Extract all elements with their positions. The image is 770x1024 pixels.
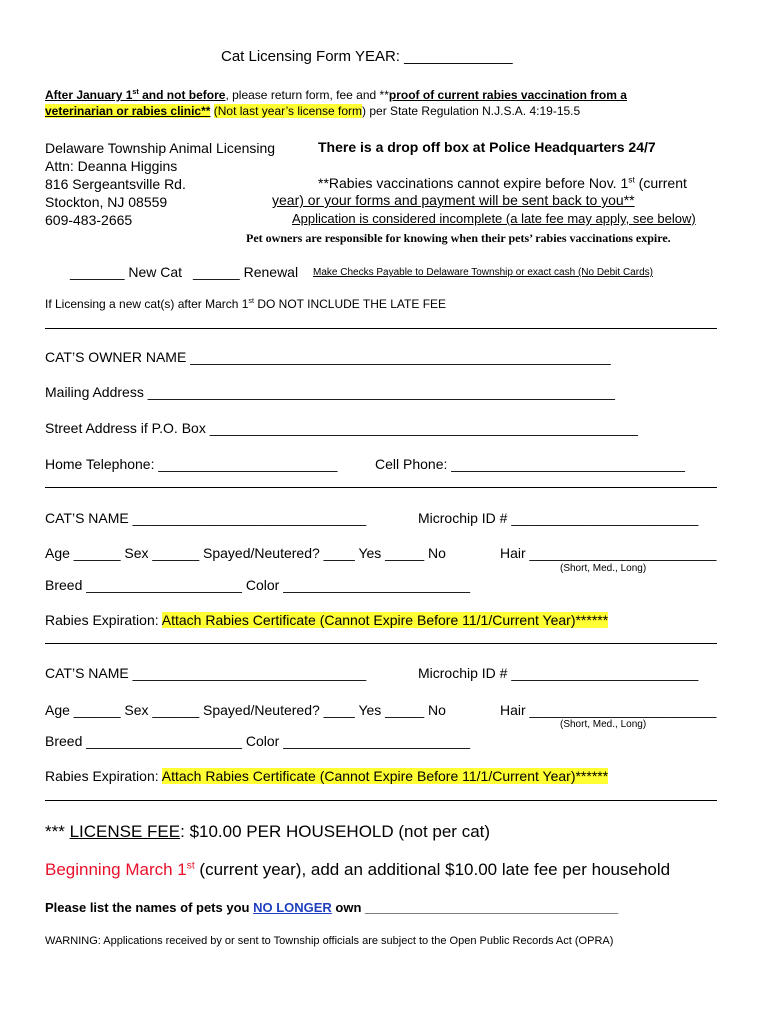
late-fee-red-text: Beginning March 1st	[45, 860, 195, 879]
notice-paren: )	[362, 104, 367, 118]
cat-2-age-sex-row[interactable]: Age ______ Sex ______ Spayed/Neutered? ____ Yes _____ No	[45, 702, 446, 718]
address-line-5: 609-483-2665	[45, 212, 133, 228]
rabies-note-line-2: year) or your forms and payment will be sent back to you**	[272, 192, 635, 208]
cat-2-rabies-label: Rabies Expiration:	[45, 768, 159, 784]
divider-line-3	[45, 643, 717, 644]
owners-responsible-note: Pet owners are responsible for knowing when their pets’ rabies vaccinations expire.	[246, 231, 671, 245]
cell-phone-field[interactable]: Cell Phone: ______________________________	[375, 456, 685, 472]
divider-line-1	[45, 328, 717, 329]
new-cat-field[interactable]: _______ New Cat	[70, 264, 183, 280]
divider-line-2	[45, 487, 717, 488]
cat-2-microchip-field[interactable]: Microchip ID # ________________________	[418, 665, 699, 681]
notice-line-2	[45, 104, 580, 118]
cat-1-age-sex-row[interactable]: Age ______ Sex ______ Spayed/Neutered? ____ Yes _____ No	[45, 545, 446, 561]
cat-2-hair-field[interactable]: Hair ________________________	[500, 702, 717, 718]
renewal-field[interactable]: ______ Renewal	[193, 264, 299, 280]
address-line-3: 816 Sergeantsville Rd.	[45, 176, 186, 192]
cat-2-rabies-row	[45, 768, 608, 784]
cat-1-hair-field[interactable]: Hair ________________________	[500, 545, 717, 561]
notice-after-jan: After January 1st and not before	[45, 87, 226, 102]
cat-1-rabies-attach-note: Attach Rabies Certificate (Cannot Expire Before 11/1/Current Year)******	[161, 612, 609, 628]
cat-2-rabies-attach-note: Attach Rabies Certificate (Cannot Expire Before 11/1/Current Year)******	[161, 768, 609, 784]
notice-not-last-year: (Not last year’s license form	[213, 104, 363, 118]
license-fee-label: LICENSE FEE	[69, 822, 181, 841]
address-block	[45, 139, 275, 229]
no-longer-own-field[interactable]: Please list the names of pets you NO LONGER own ___________________________________	[45, 900, 619, 915]
notice-vet-text: veterinarian or rabies clinic**	[45, 104, 211, 118]
notice-return-text: , please return form, fee and **	[225, 88, 389, 102]
address-line-4: Stockton, NJ 08559	[45, 194, 168, 210]
notice-line-1	[45, 88, 627, 102]
cat-1-name-field[interactable]: CAT’S NAME ______________________________	[45, 510, 367, 526]
street-address-field[interactable]: Street Address if P.O. Box _______________________________________________________	[45, 420, 638, 436]
divider-line-4	[45, 800, 717, 801]
license-fee-line: *** LICENSE FEE: $10.00 PER HOUSEHOLD (not per cat)	[45, 822, 491, 841]
rabies-note-line-1: **Rabies vaccinations cannot expire before Nov. 1st (current	[318, 174, 687, 191]
mailing-address-field[interactable]: Mailing Address ____________________________________________________________	[45, 384, 615, 400]
home-telephone-field[interactable]: Home Telephone: _______________________	[45, 456, 338, 472]
cat-1-microchip-field[interactable]: Microchip ID # ________________________	[418, 510, 699, 526]
owner-name-field[interactable]: CAT’S OWNER NAME ______________________________________________________	[45, 349, 611, 365]
cat-2-hair-hint: (Short, Med., Long)	[560, 719, 647, 730]
incomplete-note: Application is considered incomplete (a late fee may apply, see below)	[292, 211, 696, 226]
address-line-1: Delaware Township Animal Licensing	[45, 140, 276, 156]
new-cat-late-fee-note: If Licensing a new cat(s) after March 1st DO NOT INCLUDE THE LATE FEE	[45, 296, 447, 311]
page-title: Cat Licensing Form YEAR: _____________	[221, 48, 513, 65]
cat-1-breed-color-row[interactable]: Breed ____________________ Color ________________________	[45, 577, 471, 593]
cat-1-rabies-label: Rabies Expiration:	[45, 612, 159, 628]
dropoff-note: There is a drop off box at Police Headquarters 24/7	[318, 139, 656, 155]
late-fee-line: Beginning March 1st (current year), add an additional $10.00 late fee per household	[45, 860, 671, 879]
notice-regulation: per State Regulation N.J.S.A. 4:19-15.5	[366, 104, 581, 118]
no-longer-text: NO LONGER	[253, 900, 332, 915]
cat-1-hair-hint: (Short, Med., Long)	[560, 563, 647, 574]
opra-warning: WARNING: Applications received by or sent to Township officials are subject to the Open Public Records Act (OPRA)	[45, 935, 614, 947]
cat-2-name-field[interactable]: CAT’S NAME ______________________________	[45, 665, 367, 681]
notice-proof-text: proof of current rabies vaccination from a	[388, 88, 627, 102]
checks-payable-note: Make Checks Payable to Delaware Township or exact cash (No Debit Cards)	[313, 267, 653, 278]
cat-2-breed-color-row[interactable]: Breed ____________________ Color ________________________	[45, 733, 471, 749]
cat-1-rabies-row	[45, 612, 608, 628]
address-line-2: Attn: Deanna Higgins	[45, 158, 178, 174]
